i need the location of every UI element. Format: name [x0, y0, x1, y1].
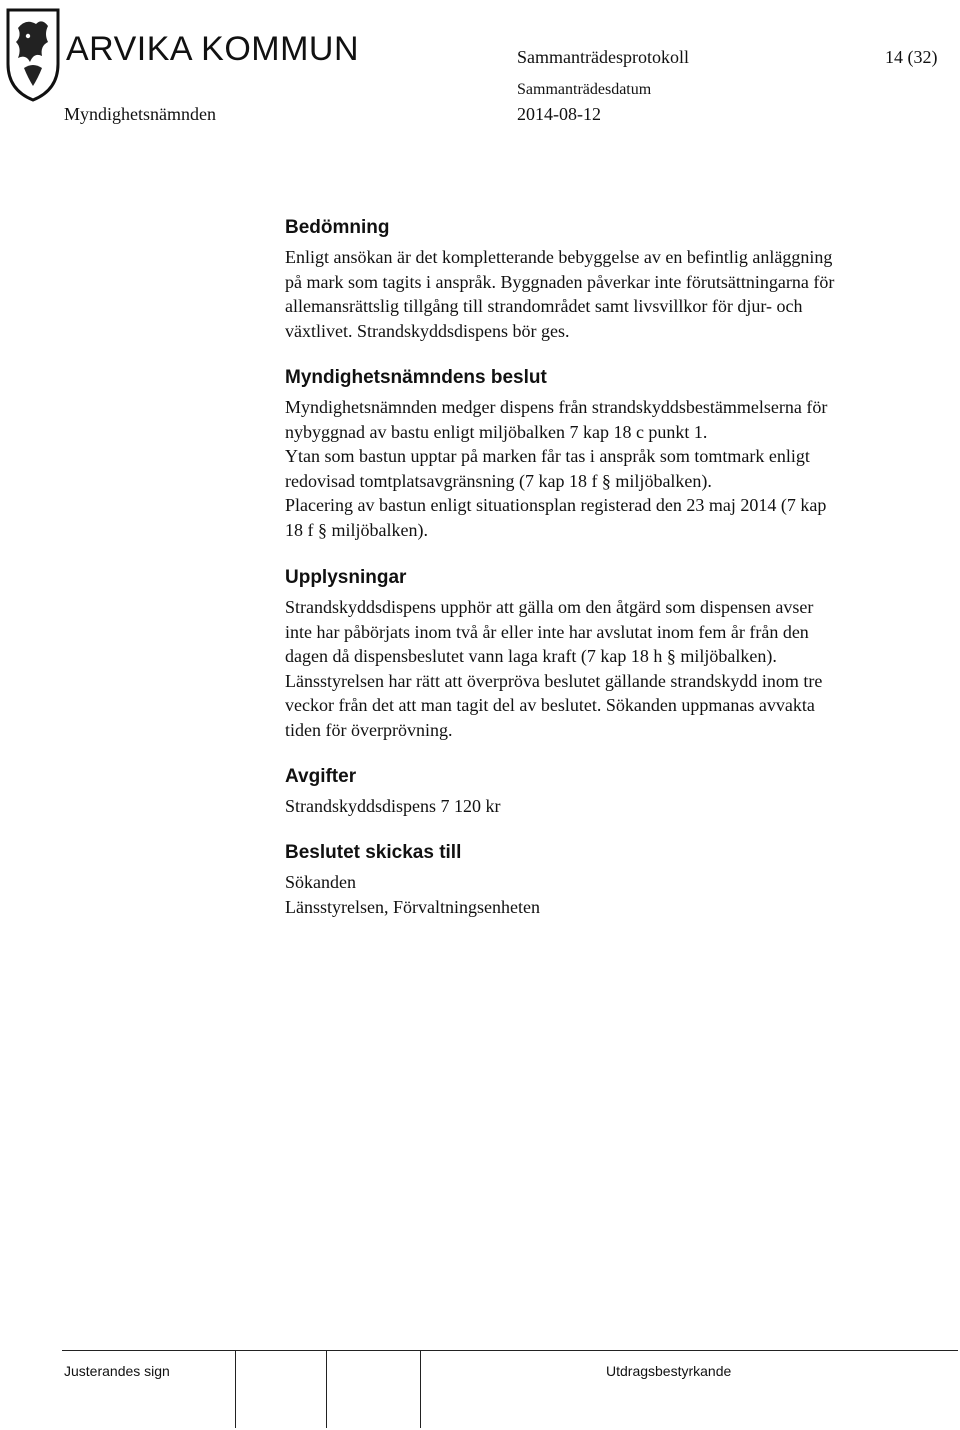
text-line: Länsstyrelsen, Förvaltningsenheten [285, 896, 540, 917]
decision-section [285, 366, 945, 543]
text-line: Myndighetsnämnden medger dispens från strandskyddsbestämmelserna för [285, 397, 828, 417]
fees-text [285, 794, 945, 819]
municipality-logo-text: ARVIKA KOMMUN [66, 30, 360, 68]
text-line: inte har påbörjats inom två år eller inte har avslutat inom fem år från den [285, 621, 809, 642]
text-line: Placering av bastun enligt situationsplan registerad den 23 maj 2014 (7 kap [285, 495, 827, 516]
information-section [285, 566, 945, 743]
footer-divider [62, 1350, 958, 1351]
signature-label: Justerandes sign [64, 1363, 170, 1379]
information-text [285, 595, 945, 743]
text-line: dagen då dispensbeslutet vann laga kraft (7 kap 18 h § miljöbalken). [285, 646, 777, 667]
assessment-heading: Bedömning [285, 217, 390, 238]
meeting-date: 2014-08-12 [517, 104, 601, 124]
meeting-date-label: Sammanträdesdatum [517, 81, 652, 98]
recipients-section [285, 841, 945, 919]
text-line: på mark som tagits i anspråk. Byggnaden påverkar inte förutsättningarna för [285, 271, 835, 292]
assessment-text [285, 245, 945, 343]
assessment-section [285, 216, 945, 343]
text-line: allemansrättslig tillgång till strandområdet samt livsvillkor för djur- och [285, 296, 803, 317]
text-line: Länsstyrelsen har rätt att överpröva beslutet gällande strandskydd inom tre [285, 670, 823, 691]
signature-box-divider [420, 1351, 421, 1428]
text-line: växtlivet. Strandskyddsdispens bör ges. [285, 320, 570, 341]
committee-name: Myndighetsnämnden [64, 104, 216, 124]
recipients-heading: Beslutet skickas till [285, 842, 462, 863]
document-type: Sammanträdesprotokoll [517, 47, 689, 67]
text-line: Sökanden [285, 872, 356, 892]
coat-of-arms-icon [4, 6, 62, 102]
information-heading: Upplysningar [285, 567, 407, 588]
extract-certification-label: Utdragsbestyrkande [606, 1363, 732, 1379]
text-line: redovisad tomtplatsavgränsning (7 kap 18 f § miljöbalken). [285, 470, 712, 491]
page-number: 14 (32) [885, 47, 938, 67]
signature-box-divider [235, 1351, 236, 1428]
signature-box-divider [326, 1351, 327, 1428]
decision-text [285, 395, 945, 543]
text-line: tiden för överprövning. [285, 719, 453, 740]
text-line: Enligt ansökan är det kompletterande bebyggelse av en befintlig anläggning [285, 247, 833, 267]
text-line: Strandskyddsdispens 7 120 kr [285, 796, 501, 816]
text-line: Strandskyddsdispens upphör att gälla om den åtgärd som dispensen avser [285, 597, 814, 617]
fees-heading: Avgifter [285, 766, 357, 787]
recipients-text [285, 870, 945, 919]
fees-section [285, 765, 945, 819]
text-line: 18 f § miljöbalken). [285, 519, 428, 540]
text-line: veckor från det att man tagit del av beslutet. Sökanden uppmanas avvakta [285, 695, 815, 716]
text-line: nybyggnad av bastu enligt miljöbalken 7 kap 18 c punkt 1. [285, 421, 708, 442]
text-line: Ytan som bastun upptar på marken får tas i anspråk som tomtmark enligt [285, 446, 810, 467]
decision-heading: Myndighetsnämndens beslut [285, 367, 547, 388]
